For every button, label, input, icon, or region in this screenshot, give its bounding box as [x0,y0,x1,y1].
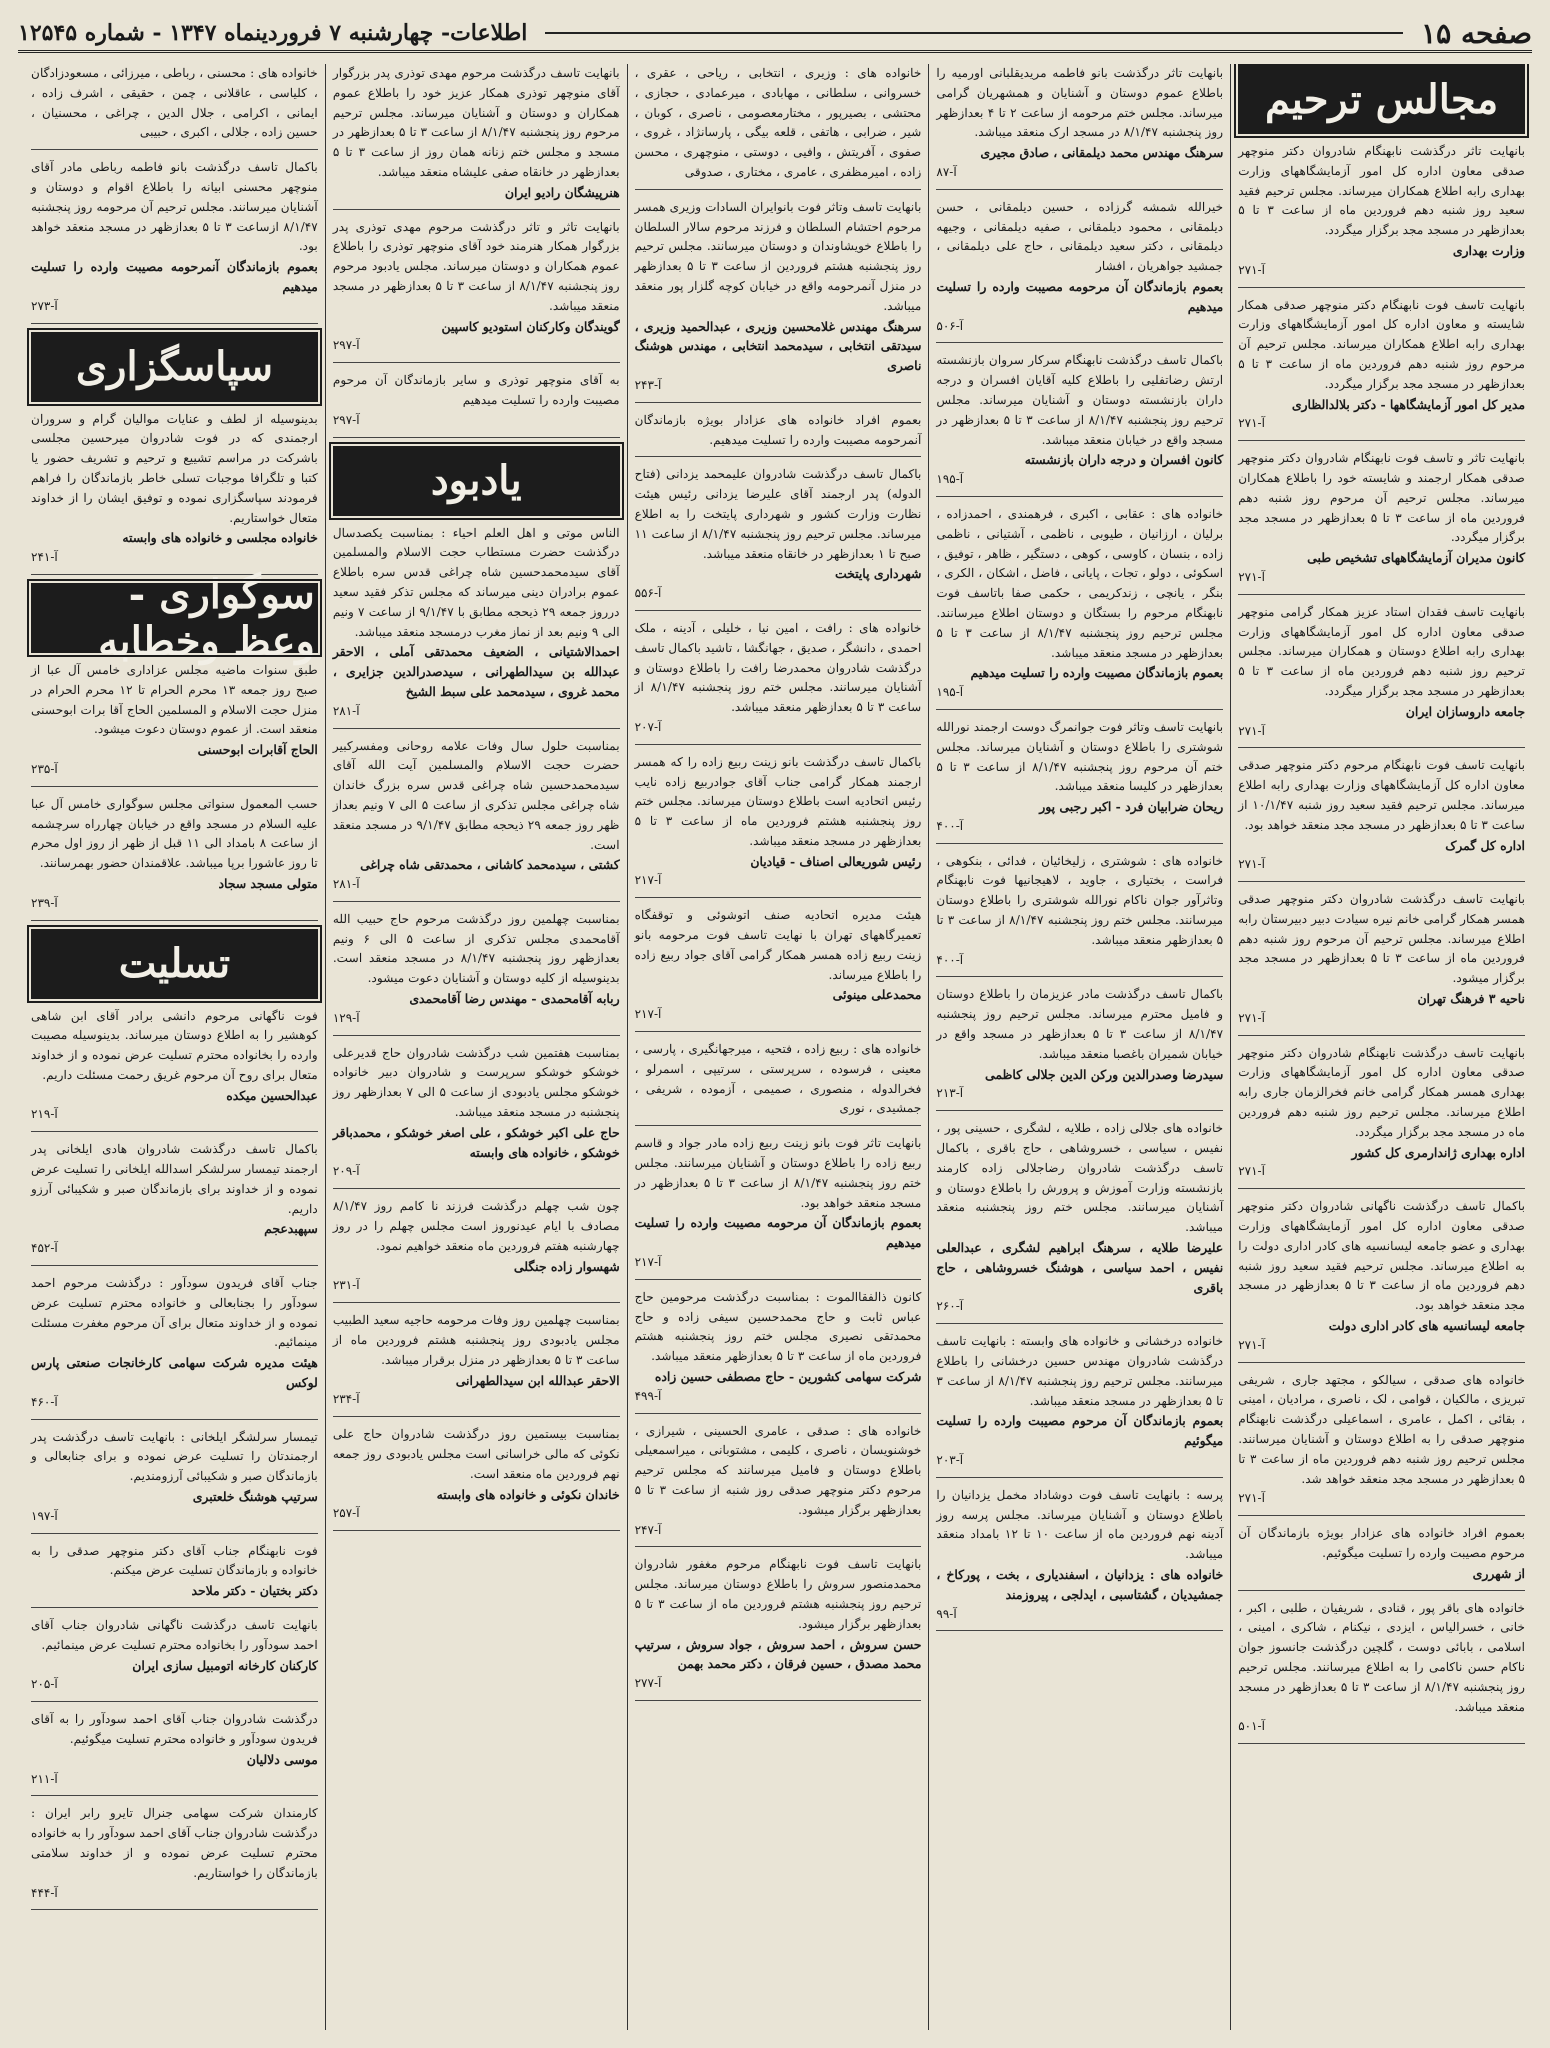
notice [1238,296,1525,442]
notice-signature: شهسوار زاده جنگلی [513,1258,620,1274]
notice-ad-code: آ-۱۹۵ [936,685,964,700]
paper-masthead: اطلاعات- چهارشنبه ۷ فروردینماه ۱۳۴۷ - شماره ۱۲۵۴۵ [18,20,528,46]
notice-signature: سپهبدعجم [264,1221,318,1237]
notice-text: خانواده های باقر پور ، قنادی ، شریفیان ، طلبی ، اکبر ، خانی ، خسرالیاس ، ایزدی ، نیکنام ، شاکری ، امینی ، اسلامی ، بابائی دوست ، گلچین درگذشت جانسوز جوان ناکام حسن ناکامی را به اطلاع میرسانند. مجلس ترحیم روز پنجشنبه ۸/۱/۴۷ از ساعت ۳ تا ۵ بعدازظهر در مسجد منعقد میباشد. [1238,1600,1525,1714]
notice-text: باکمال تاسف درگذشت ناگهانی شادروان دکتر منوچهر صدقی معاون اداره کل امور آزمایشگاههای وزارت بهداری و عضو جامعه لیسانسیه های کادر اداری دولت را به اطلاع میرساند. مجلس ترحیم فقید سعید روز شنبه دهم فروردین ماه از ساعت ۳ تا ۵ بعدازظهر در مسجد مجد منعقد خواهد بود. [1238,1199,1525,1313]
notice-text: خانواده های صدقی ، سیالکو ، مجتهد جاری ، شریفی تبریزی ، مالکیان ، قوامی ، لک ، ناصری ، مرادیان ، امینی ، بقائی ، اکمل ، عامری ، اسماعیلی درگذشت نابهنگام منوچهر صدقی را به اطلاع دوستان و آشنایان میرسانند. مجلس ترحیم روز شنبه دهم فروردین ماه از ساعت ۳ تا ۵ بعدازظهر در مسجد مجد منعقد خواهد شد. [1238,1372,1525,1486]
notice-signature: خاندان نکوئی و خانواده های وابسته [436,1486,620,1502]
notice [635,1134,922,1280]
notice [635,1555,922,1701]
notice-signature: گویندگان وکارکنان استودیو کاسپین [441,318,620,334]
notice-ad-code: آ-۱۲۹ [332,1010,360,1025]
notice-text: خانواده های : شوشتری ، زلیخائیان ، فدائی ، بنکوهی ، فراست ، بختیاری ، جاوید ، لاهیجانیها فوت نابهنگام وتاثرآور جوان ناکام نورالله شوشتری را باطلاع دوستان میرسانند. مجلس ختم روز پنجشنبه ۸/۱/۴۷ از ساعت ۳ تا ۵ بعدازظهر منعقد میباشد. [936,853,1224,947]
notice-ad-code: آ-۴۰۰ [936,818,964,833]
notice-text: بانهایت تاثر درگذشت بانو فاطمه مریدیقلبانی اورمیه را باطلاع عموم دوستان و آشنایان و همشهریان گرامی میرساند. مجلس ختم مرحومه از ساعت ۲ تا ۴ بعدازظهر روز پنجشنبه ۸/۱/۴۷ در مسجد ارک منعقد میباشد. [936,66,1224,140]
notice [635,619,922,745]
notice [635,198,922,403]
notice-text: بانهایت تاسف فوت نابهنگام مرحوم دکتر منوچهر صدقی معاون اداره کل آزمایشگاههای وزارت بهداری رابه اطلاع میرساند. مجلس ترحیم فقید سعید روز شنبه ۱۰/۱/۴۷ از ساعت ۳ تا ۵ بعدازظهر در مسجد مجد منعقد خواهد بود. [1238,758,1525,832]
notice [1238,890,1525,1036]
notice-ad-code: آ-۲۱۱ [31,1771,58,1786]
notice-signature: احمدالاشتیانی ، الضعیف محمدتقی آملی ، الاحقر عبدالله بن سیدالطهرانی ، سیدصدرالدین جزایری ، محمد غروی ، سیدمحمد علی سبط الشیخ [332,644,620,699]
notice [31,661,318,787]
notice-ad-code: آ-۹۹ [936,1606,957,1621]
notice-signature: هیئت مدیره شرکت سهامی کارخانجات صنعتی پارس لوکس [31,1355,318,1391]
notice [936,198,1223,344]
notice-ad-code: آ-۲۰۹ [332,1164,360,1179]
notice-signature: بعموم بازماندگان آن مرحومه مصیبت وارده را تسلیت میدهیم [936,278,1224,314]
notice [31,1804,318,1910]
notice-ad-code: آ-۴۹۹ [634,1388,662,1403]
notice [1238,756,1525,882]
notice-ad-code: آ-۲۷۱ [1238,723,1265,738]
notice [635,1040,922,1126]
notice [936,64,1223,190]
notice-ad-code: آ-۲۱۷ [634,1007,662,1022]
notice-text: حسب المعمول سنواتی مجلس سوگواری خامس آل عبا علیه السلام در مسجد واقع در خیابان چهارراه سرچشمه از ساعت ۸ بامداد الی ۱۱ قبل از ظهر از روز اول محرم تا روز عاشورا برپا میباشد. علاقمندان حضور بهمرسانند. [31,796,318,871]
banner-title: سپاسگزاری [75,343,274,391]
column-4 [325,64,627,2030]
notice-ad-code: آ-۲۷۱ [1238,262,1265,277]
notice-ad-code: آ-۲۷۱ [1238,1164,1265,1179]
notice-signature: حاج علی اکبر خوشکو ، علی اصغر خوشکو ، محمدباقر خوشکو ، خانواده های وابسته [332,1124,620,1160]
banner-title: تسلیت [118,940,231,987]
column-2 [928,64,1230,2030]
notice-ad-code: آ-۲۳۹ [31,895,58,910]
notice-signature: جامعه داروسازان ایران [1405,703,1525,719]
notice-ad-code: آ-۵۵۶ [634,586,662,601]
notice [333,371,620,437]
notice-text: خانواده های : ربیع زاده ، فتحیه ، میرجهانگیری ، پارسی ، معینی ، فرسوده ، سرپرستی ، سرتیپی ، اسمرلو ، فخرالدوله ، منصوری ، صمیمی ، آزموده ، شریفی ، جمشیدی ، نوری [634,1042,922,1116]
notice-ad-code: آ-۲۷۱ [1238,416,1265,431]
notice-text: کانون ذالفقاالموت : بمناسبت درگذشت مرحومین حاج عباس ثابت و حاج محمدحسین سیفی زاده و حاج محمدتقی نصیری مجلس ختم روز پنجشنبه هشتم فروردین ماه از ساعت ۳ تا ۵ بعدازظهر منعقد میباشد. [634,1289,922,1364]
notice-ad-code: آ-۲۰۷ [634,719,662,734]
notice-signature: سیدرضا وصدرالدین ورکن الدین جلالی کاظمی [985,1066,1224,1082]
notice-text: باکمال تاسف درگذشت بانو فاطمه رباطی مادر آقای منوچهر محسنی ابیانه را باطلاع اقوام و دوستان و آشنایان میرسانند. مجلس ترحیم آن مرحومه روز پنجشنبه ۸/۱/۴۷ ازساعت ۳ تا ۵ بعدازظهر در مسجد منعقد خواهد بود. [31,160,318,254]
notice-ad-code: آ-۴۵۲ [31,1241,58,1256]
notice-signature: عبدالحسین میکده [226,1087,318,1103]
notice-ad-code: آ-۲۳۵ [31,761,58,776]
notice-ad-code: آ-۴۶۰ [31,1394,58,1409]
notice-ad-code: آ-۲۷۱ [1238,569,1265,584]
notice-signature: دکتر بختیان - دکتر ملاحد [191,1583,318,1599]
notice-text: بعموم افراد خانواده های عزادار بویژه بازماندگان آن مرحوم مصیبت وارده را تسلیت میگوئیم. [1238,1526,1525,1560]
notice-text: بانهایت تاسف فقدان استاد عزیز همکار گرامی منوچهر صدقی معاون اداره کل امور آزمایشگاههای وزارت بهداری رابه اطلاع دوستان و همکاران میرساند. مجلس ترحیم روز شنبه دهم فروردین ماه از ساعت ۳ تا ۵ بعدازظهر در مسجد مجد برگزار میگردد. [1238,604,1526,698]
notice [31,1710,318,1796]
notice [1238,1197,1525,1362]
banner-sogvari [31,570,318,665]
notice-ad-code: آ-۲۰۳ [936,1453,964,1467]
notice [936,351,1223,497]
notice-text: بمناسبت چهلمین روز درگذشت مرحوم حاج حبیب الله آقامحمدی مجلس تذکری از ساعت ۵ الی ۶ ونیم بعدازظهر روز پنجشنبه ۸/۱/۴۷ در مسجد منعقد است. بدینوسیله از کلیه دوستان و آشنایان دعوت میشود. [332,911,620,986]
notice-ad-code: آ-۲۷۱ [1238,1337,1265,1352]
column-5 [24,64,325,2030]
notice-text: پرسه : بانهایت تاسف فوت دوشاداد مخمل یزدانیان را باطلاع دوستان و آشنایان میرساند. مجلس پرسه روز آدینه نهم فروردین ماه از ساعت ۱۰ تا ۱۲ بامداد منعقد میباشد. [936,1487,1224,1562]
notice-signature: جامعه لیسانسیه های کادر اداری دولت [1328,1318,1525,1334]
notice [31,795,318,921]
notice-signature: کانون مدیران آزمایشگاههای تشخیص طبی [1307,550,1525,566]
notice-ad-code: آ-۲۱۹ [31,1107,58,1122]
notice-text: خانواده های : صدقی ، عامری الحسینی ، شیرازی ، خوشنویسان ، ناصری ، کلیمی ، مشتوبانی ، میراسمعیلی باطلاع دوستان و فامیل میرسانند که مجلس ترحیم مرحوم دکتر منوچهر صدقی روز شنبه از ساعت ۳ تا ۵ بعدازظهر برگزار میشود. [634,1423,922,1517]
notice-signature: وزارت بهداری [1452,242,1525,258]
notice-text: باکمال تاسف درگذشت مادر عزیزمان را باطلاع دوستان و فامیل محترم میرساند. مجلس ترحیم روز پنجشنبه ۸/۱/۴۷ از ساعت ۳ تا ۵ بعدازظهر در مسجد واقع در خیابان شمیران باغصبا منعقد میباشد. [936,987,1224,1061]
banner-yadbood [333,446,620,516]
notice-signature: موسی دلالیان [246,1751,318,1767]
notice-text: خانواده های : وزیری ، انتخابی ، ریاحی ، عقری ، خسروانی ، سلطانی ، مهابادی ، میرعمادی ، حجازی ، محتشی ، بصیرپور ، مختارمعصومی ، ناصری ، کوبان ، شیر ، ضرابی ، هاتفی ، قلعه بیگی ، پارسانژاد ، غروی ، صفوی ، آفریتش ، وافیی ، دوستی ، منوچهری ، محسن زاده ، امیرمظفری ، عامری ، مختاری ، صدوقی [634,66,922,179]
notice [936,718,1223,844]
notice [936,505,1223,710]
notice [635,753,922,899]
notice [31,158,318,323]
notice [333,737,620,902]
notice-text: باکمال تاسف درگذشت بانو زینت ربیع زاده را که همسر ارجمند همکار گرامی جناب آقای جوادربیع زاده نایب رئیس اتحادیه است باطلاع دوستان میرساند. مجلس ختم روز پنجشنبه هشتم فروردین ماه از ساعت ۳ تا ۵ بعدازظهر در مسجد منعقد میباشد. [634,754,922,848]
notice-signature: حسن سروش ، احمد سروش ، جواد سروش ، سرتیپ محمد مصدق ، حسین فرقان ، دکتر محمد بهمن [634,1636,922,1672]
notice-text: خانواده های : عقابی ، اکبری ، فرهمندی ، احمدزاده ، برلیان ، ارزانیان ، طیوبی ، ناظمی ، آشتیانی ، ناظمی زاده ، بنسان ، کاوسی ، کوهی ، دستگیر ، ظاهر ، توفیق ، اسکوئی ، دولو ، تجات ، پایانی ، فاضل ، اشکان ، الکری ، بنگر ، یانچی ، زندکریمی ، حکمی صفا باتاسف فوت نابهنگام مرحوم را بستگان و دوستان اطلاع میرسانند. مجلس ترحیم روز پنجشنبه ۸/۱/۴۷ از ساعت ۳ تا ۵ بعدازظهر در مسجد منعقد میباشد. [936,506,1224,660]
notice-signature: کانون افسران و درجه داران بازنشسته [1024,452,1224,468]
notice-signature: خانواده های : یزدانیان ، اسفندیاری ، بخت ، پورکاخ ، جمشیدیان ، گشتاسبی ، ایدلجی ، پیروزمند [936,1566,1224,1602]
notice-text: بمناسبت حلول سال وفات علامه روحانی ومفسرکبیر حضرت حجت الاسلام والمسلمین آیت الله آقای سیدمحمدحسین شاه چراغی قدس سره بزرگ خاندان شاه چراغی مجلس تذکری از ساعت ۵ الی ۷ ونیم بعداز ظهر روز جمعه ۲۹ ذیحجه مطابق ۹/۱/۴۷ در مسجد منعقد است. [332,738,620,852]
notice-ad-code: آ-۱۹۷ [31,1508,58,1523]
notice-text: باکمال تاسف درگذشت نابهنگام سرکار سروان بازنشسته ارتش رضاتفلیی را باطلاع کلیه آقایان افسران و درجه داران بازنشسته دوستان و آشنایان میرساند. مجلس ترحیم روز پنجشنبه ۸/۱/۴۷ از ساعت ۳ تا ۵ بعدازظهر در مسجد واقع در خیابان منعقد میباشد. [936,353,1224,447]
notice-text: فوت نابهنگام جناب آقای دکتر منوچهر صدقی را به خانواده و بازماندگان تسلیت عرض میکنم. [31,1543,318,1578]
notice-signature: رئیس شوریعالی اصناف - قیادیان [750,853,922,869]
notice-signature: الاحقر عبدالله ابن سیدالطهرانی [455,1372,620,1388]
notice [31,1007,318,1133]
notice-text: بمناسبت چهلمین روز وفات مرحومه حاجیه سعید الطبیب مجلس یادبودی روز پنجشنبه هشتم فروردین ماه از ساعت ۳ تا ۵ بعدازظهر در منزل برقرار میباشد. [332,1313,620,1367]
notice-ad-code: آ-۲۷۷ [634,1676,662,1691]
notice-ad-code: آ-۲۷۱ [1238,857,1265,872]
notice [936,852,1223,978]
notice [1238,449,1525,595]
column-1 [1230,64,1532,2030]
notice-text: بانهایت تاثر درگذشت نابهنگام شادروان دکتر منوچهر صدقی معاون اداره کل امور آزمایشگاههای وزارت بهداری رابه اطلاع همکاران میرساند. مجلس ترحیم فقید سعید روز شنبه دهم فروردین ماه از ساعت ۳ تا ۵ بعدازظهر در مسجد مجد برگزار میگردد. [1238,144,1525,238]
notice-signature: اداره کل گمرک [1445,837,1525,853]
notice-text: باکمال تاسف درگذشت شادروان هادی ایلخانی پدر ارجمند تیمسار سرلشکر اسدالله ایلخانی را تسلیت عرض نموده و از خداوند برای بازماندگان صبر و شکیبائی آرزو داریم. [31,1142,318,1216]
notice-signature: سرتیپ هوشنگ خلعتبری [192,1489,318,1505]
notice-text: بانهایت تاثر و تاثر درگذشت مرحوم مهدی توذری پدر بزرگوار همکار هنرمند خود آقای منوچهر توذری را باطلاع عموم همکاران و دوستان میرساند. مجلس یادبود مرحوم روز پنجشنبه ۸/۱/۴۷ از ساعت ۳ تا ۵ بعدازظهر در مسجد منعقد میباشد. [332,219,620,313]
page-header [18,16,1532,53]
notice-text: خیرالله شمشه گرزاده ، حسین دیلمقانی ، حسن دیلمقانی ، محمود دیلمقانی ، صفیه دیلمقانی ، وجیهه دیلمقانی ، دکتر سعید دیلمقانی ، حاج علی دیلمقانی ، جمشید جواهریان ، افشار [936,199,1224,274]
notice [31,1274,318,1420]
notice-text: بانهایت تاثر فوت بانو زینت ربیع زاده مادر جواد و قاسم ربیع زاده را باطلاع دوستان و آشنایان میرسانند. مجلس ختم روز پنجشنبه ۸/۱/۴۷ از ساعت ۳ تا ۵ بعدازظهر در مسجد منعقد خواهد بود. [634,1136,922,1210]
notice-ad-code: آ-۲۳۴ [332,1392,360,1407]
notice-ad-code: آ-۴۴۴ [31,1885,58,1900]
notice-text: طبق سنوات ماضیه مجلس عزاداری خامس آل عبا از صبح روز جمعه ۱۳ محرم الحرام تا ۱۲ محرم الحرام در منزل حجت الاسلام و المسلمین الحاج آقا برات ابوحسنی منعقد است. از عموم دوستان دعوت میشود. [31,662,318,737]
notice-signature: بعموم بازماندگان مصیبت وارده را تسلیت میدهیم [970,665,1224,681]
notice-signature: بعموم بازماندگان آن مرحومه مصیبت وارده را تسلیت میدهیم [634,1215,922,1251]
notice [333,1044,620,1190]
notice-text: خانواده های : محسنی ، رباطی ، میرزائی ، مسعودزادگان ، کلیاسی ، عاقلانی ، چمن ، حقیقی ، اشرف زاده ، ایمانی ، اکرامی ، جلال الدین ، چراغی ، محسنیان ، حسین زاده ، جلالی ، اکبری ، حبیبی [31,66,318,140]
notice-text: بانهایت تاثر و تاسف فوت نابهنگام شادروان دکتر منوچهر صدقی همکار ارجمند و شایسته خود را باطلاع همکاران میرساند. مجلس ترحیم آن مرحوم روز شنبه دهم فروردین ماه از ساعت ۳ تا ۵ بعدازظهر در مسجد مجد برگزار میگردد. [1238,451,1526,545]
notice [936,1119,1223,1324]
notice-ad-code: آ-۲۱۷ [634,873,662,888]
notice [936,1332,1223,1478]
notice-text: خانواده درخشانی و خانواده های وابسته : بانهایت تاسف درگذشت شادروان مهندس حسین درخشانی را باطلاع میرسانند. مجلس ترحیم روز پنجشنبه ۸/۱/۴۷ از ساعت ۳ تا ۵ بعدازظهر در مسجد منعقد میباشد. [936,1334,1224,1408]
notice-ad-code: آ-۸۷ [936,164,957,179]
notice-signature: علیرضا طلایه ، سرهنگ ابراهیم لشگری ، عبدالعلی نفیس ، احمد سیاسی ، هوشنگ خسروشاهی ، حاج باقری [936,1240,1224,1295]
notice [936,985,1223,1111]
notice-signature: کشتی ، سیدمحمد کاشانی ، محمدتقی شاه چراغی [360,857,620,873]
notice [635,1288,922,1414]
notice-text: بانهایت تاسف فوت نابهنگام مرحوم مغفور شادروان محمدمنصور سروش را باطلاع دوستان میرساند. مجلس ترحیم روز پنجشنبه هشتم فروردین ماه از ساعت ۳ تا ۵ بعدازظهر برگزار میشود. [634,1557,922,1631]
notice-text: بانهایت تاسف فوت نابهنگام دکتر منوچهر صدقی همکار شایسته و معاون اداره کل امور آزمایشگاههای وزارت بهداری رابه اطلاع همکاران میرساند. مجلس ترحیم آن مرحوم روز شنبه دهم فروردین ماه از ساعت ۳ تا ۵ بعدازظهر در مسجد مجد برگزار میگردد. [1238,297,1525,391]
notice-text: چون شب چهلم درگذشت فرزند نا کامم روز ۸/۱/۴۷ مصادف با ایام عیدنوروز است مجلس چهلم را در روز چهارشنبه هفتم فروردین ماه منعقد خواهیم نمود. [332,1199,620,1253]
notice-ad-code: آ-۲۸۱ [332,703,360,718]
notice-signature: ناحیه ۳ فرهنگ تهران [1417,991,1525,1007]
notice-ad-code: آ-۲۷۱ [1238,1491,1265,1506]
notice [1238,1371,1525,1517]
notice-ad-code: آ-۲۹۷ [332,338,360,353]
notice-text: کارمندان شرکت سهامی جنرال تایرو رابر ایران : درگذشت شادروان جناب آقای احمد سودآور را به خانواده محترم تسلیت عرض نموده و از خداوند سلامتی بازماندگان را خواستاریم. [31,1806,318,1880]
notice-ad-code: آ-۲۷۳ [31,298,58,313]
notice-signature: محمدعلی مینوئی [832,987,922,1003]
notice-signature: ریحان ضرابیان فرد - اکبر رجبی پور [1039,799,1224,815]
notice [635,906,922,1032]
banner-tasliyat [31,929,318,999]
notice-text: هیئت مدیره اتحادیه صنف اتوشوئی و توقفگاه تعمیرگاههای تهران با نهایت تاسف فوت مرحومه بانو زینت ربیع زاده همسر همکار گرامی آقای جواد ربیع زاده را باطلاع میرساند. [634,908,922,982]
notice-signature: شرکت سهامی کشورین - حاج مصطفی حسین زاده [654,1369,922,1385]
notice-signature: متولی مسجد سجاد [218,875,318,891]
notice-signature: خانواده مجلسی و خانواده های وابسته [122,530,318,546]
notice-text: درگذشت شادروان جناب آقای احمد سودآور را به آقای فریدون سودآور و خانواده محترم تسلیت میگوئیم. [31,1712,318,1746]
notice-text: فوت ناگهانی مرحوم دانشی برادر آقای ابن شاهی کوهشیر را به اطلاع دوستان میرساند. بدینوسیله مصیبت وارده را بخانواده محترم تسلیت عرض نموده و از خداوند متعال برای روح آن مرحوم غریق رحمت مسئلت داریم. [31,1008,318,1082]
page-number: صفحه ۱۵ [1421,16,1532,50]
notice-ad-code: آ-۲۶۰ [936,1299,964,1314]
notice-text: بمناسبت بیستمین روز درگذشت شادروان حاج علی نکوئی که مالی خراسانی است مجلس یادبودی روز جمعه نهم فروردین ماه منعقد است. [332,1427,620,1481]
notice-text: به آقای منوچهر توذری و سایر بازماندگان آن مرحوم مصیبت وارده را تسلیت میدهیم [332,373,620,407]
notice [31,1542,318,1608]
notice [333,524,620,729]
notice [1238,1044,1525,1190]
notice-text: بانهایت تاسف وتاثر فوت بانوایران السادات وزیری همسر مرحوم احتشام السلطان و فرزند مرحوم سالار السلطان را باطلاع خویشاوندان و دوستان میرسانند. مجلس ترحیم روز پنجشنبه هشتم فروردین از ساعت ۳ تا ۵ بعدازظهر در منزل آنمرحومه واقع در خیابان کوچه گلزار پور منعقد میباشد. [634,199,922,313]
notice-signature: بعموم بازماندگان آنمرحومه مصیبت وارده را تسلیت میدهیم [31,259,318,294]
notice-signature: ربابه آقامحمدی - مهندس رضا آقامحمدی [409,991,620,1007]
notice-text: بانهایت تاسف درگذشت نابهنگام شادروان دکتر منوچهر صدقی معاون اداره کل امور آزمایشگاههای وزارت بهداری همسر همکار گرامی خانم فخرالزمان جاری رابه اطلاع میرساند. مجلس ترحیم روز شنبه دهم فروردین ماه در مسجد مجد برگزار میگردد. [1238,1045,1525,1139]
notice-text: بانهایت تاسف درگذشت شادروان دکتر منوچهر صدقی همسر همکار گرامی خانم نیره سیادت دبیر دبیرستان رابه اطلاع میرساند. مجلس ترحیم آن مرحوم روز شنبه دهم فروردین ماه از ساعت ۳ تا ۵ بعدازظهر در مسجد مجد برگزار میشود. [1238,892,1526,986]
notice [333,64,620,210]
column-3 [627,64,929,2030]
notice-ad-code: آ-۲۴۱ [31,550,58,565]
notice [333,218,620,364]
notice [333,1425,620,1531]
notice [31,1616,318,1702]
notice-signature: از شهرری [1472,1565,1525,1581]
notice [635,465,922,611]
header-rule [545,32,1403,34]
notice-text: بدینوسیله از لطف و عنایات موالیان گرام و سروران ارجمندی که در فوت شادروان میرحسین مجلسی باشرکت در مراسم تشییع و ترحیم و تشریف حضور یا کتبا و تلگرافا موجبات تسلی خاطر بازماندگان را فراهم فرمودند سپاسگزاری نموده و توفیق ایشان را از خداوند متعال خواستاریم. [31,411,318,525]
notice-signature: شهرداری پایتخت [834,566,922,582]
notice-signature: سرهنگ مهندس محمد دیلمقانی ، صادق مجیری [980,145,1224,161]
notice [1238,1599,1525,1745]
notice [1238,142,1525,288]
notice-text: تیمسار سرلشگر ایلخانی : بانهایت تاسف درگذشت پدر ارجمندتان را تسلیت عرض نموده و برای جنابعالی و بازماندگان صبر و شکیبائی آرزومندیم. [31,1429,318,1484]
notice-text: باکمال تاسف درگذشت شادروان علیمحمد یزدانی (فتاح الدوله) پدر ارجمند آقای علیرضا یزدانی رئیس هیئت نظارت وزارت کشور و شهرداری پایتخت را به اطلاع میرساند. مجلس ترحیم روز پنجشنبه ۸/۱/۴۷ از ساعت ۱۱ صبح تا ۱ بعدازظهر در خانقاه منعقد میباشد. [634,467,922,561]
notice-ad-code: آ-۲۵۷ [332,1506,360,1521]
notice-signature: کارکنان کارخانه اتومبیل سازی ایران [132,1657,318,1673]
notice-text: بمناسبت هفتمین شب درگذشت شادروان حاج قدیرعلی خوشکو خوشکو سرپرست و شادروان دبیر خانواده خوشکو مجلس یادبودی از ساعت ۵ الی ۷ بعدازظهر روز پنجشنبه در مسجد منعقد میباشد. [332,1045,620,1120]
notice-text: خانواده های جلالی زاده ، طلایه ، لشگری ، حسینی پور ، نفیس ، سیاسی ، خسروشاهی ، حاج باقری ، باکمال تاسف درگذشت شادروان رضاجلالی زاده کارمند بازنشسته وزارت آموزش و پرورش را باطلاع دوستان و آشنایان میرسانند. مجلس ختم روز پنجشنبه منعقد میباشد. [936,1121,1224,1235]
notice-ad-code: آ-۲۱۷ [634,1255,662,1270]
notice-text: بانهایت تاسف درگذشت مرحوم مهدی توذری پدر بزرگوار آقای منوچهر توذری همکار عزیز خود را باطلاع عموم همکاران و دوستان و آشنایان میرساند. مجلس ترحیم مرحوم روز پنجشنبه ۸/۱/۴۷ از ساعت ۳ تا ۵ بعدازظهر در مسجد و مجلس ختم زنانه همان روز از ساعت ۳ تا ۵ بعدازظهر در خانقاه صفی علیشاه منعقد میباشد. [332,66,620,179]
notice [1238,603,1525,749]
notice [31,1140,318,1266]
banner-title: یادبود [430,457,522,505]
notice-text: خانواده های : رافت ، امین نیا ، خلیلی ، آدینه ، ملک احمدی ، دانشگر ، صدیق ، جهانگشا ، تاشید باکمال تاسف درگذشت شادروان محمدرضا رافت را باطلاع دوستان و آشنایان میرسانند. مجلس ختم روز پنجشنبه ۸/۱/۴۷ از ساعت ۳ تا ۵ بعدازظهر منعقد میباشد. [634,620,922,715]
columns [24,64,1532,2030]
notice-ad-code: آ-۲۸۱ [332,877,360,892]
notice-signature: هنرپیشگان رادیو ایران [504,184,620,200]
notice-signature: بعموم بازماندگان آن مرحوم مصیبت وارده را تسلیت میگوئیم [936,1413,1224,1449]
banner-tarhim [1238,64,1525,134]
notice [936,1486,1223,1632]
notice-text: الناس موتی و اهل العلم احیاء : بمناسبت یکصدسال درگذشت حضرت مستطاب حجت الاسلام والمسلمین آقای سیدمحمدحسین شاه چراغی قدس سره باطلاع عموم برادران دینی میرساند که مجلس تذکر فقید سعید درروز جمعه ۲۹ ذیحجه مطابق با ۹/۱/۴۷ از ساعت ۷ ونیم الی ۹ ونیم بعد از نماز مغرب درمسجد منعقد میباشد. [332,525,620,639]
notice-ad-code: آ-۲۰۵ [31,1677,58,1692]
notice-ad-code: آ-۲۹۷ [332,412,360,427]
notice-ad-code: آ-۲۴۷ [634,1522,662,1537]
notice [333,1311,620,1417]
notice [635,64,922,190]
notice [635,411,922,458]
notice-text: بانهایت تاسف وتاثر فوت جوانمرگ دوست ارجمند نورالله شوشتری را باطلاع دوستان و آشنایان میرساند. مجلس ختم آن مرحوم روز پنجشنبه ۸/۱/۴۷ از ساعت ۳ تا ۵ بعدازظهر در کلیسا منعقد میباشد. [936,719,1224,794]
notice-text: جناب آقای فریدون سودآور : درگذشت مرحوم احمد سودآور را بجنابعالی و خانواده محترم تسلیت عرض نموده و از خداوند متعال برای آن مرحوم مغفرت مسئلت مینمائیم. [31,1276,318,1350]
notice [31,1428,318,1534]
notice [31,410,318,575]
banner-title: مجالس ترحیم [1265,75,1499,123]
notice [333,1197,620,1303]
notice-ad-code: آ-۲۳۱ [332,1278,360,1293]
notice [1238,1524,1525,1590]
notice-ad-code: آ-۵۰۱ [1238,1719,1265,1734]
notice-ad-code: آ-۱۹۵ [936,472,964,487]
notice-ad-code: آ-۲۴۳ [634,377,662,392]
banner-title: سوگواری - وعظ وخطابه [98,570,315,665]
notice-text: بانهایت تاسف درگذشت ناگهانی شادروان جناب آقای احمد سودآور را بخانواده محترم تسلیت عرض مینمائیم. [31,1618,318,1652]
notice-text: بعموم افراد خانواده های عزادار بویژه بازماندگان آنمرحومه مصیبت وارده را تسلیت میدهیم. [634,412,922,447]
notice-signature: الحاج آقابرات ابوحسنی [197,742,318,758]
notice-ad-code: آ-۲۷۱ [1238,1010,1265,1025]
notice-ad-code: آ-۲۱۳ [936,1086,964,1101]
notice [31,64,318,150]
notice-ad-code: آ-۴۰۰ [936,952,964,967]
notice [333,910,620,1036]
notice-signature: مدیر کل امور آزمایشگاهها - دکتر بلالدالظاری [1291,396,1525,412]
banner-sepas [31,332,318,402]
notice-ad-code: آ-۵۰۶ [936,318,964,333]
notice-signature: اداره بهداری ژاندارمری کل کشور [1351,1144,1525,1160]
notice [635,1422,922,1548]
notice-signature: سرهنگ مهندس غلامحسین وزیری ، عبدالحمید وزیری ، سیدتقی انتخابی ، سیدمحمد انتخابی ، مهندس هوشنگ ناصری [634,318,922,374]
